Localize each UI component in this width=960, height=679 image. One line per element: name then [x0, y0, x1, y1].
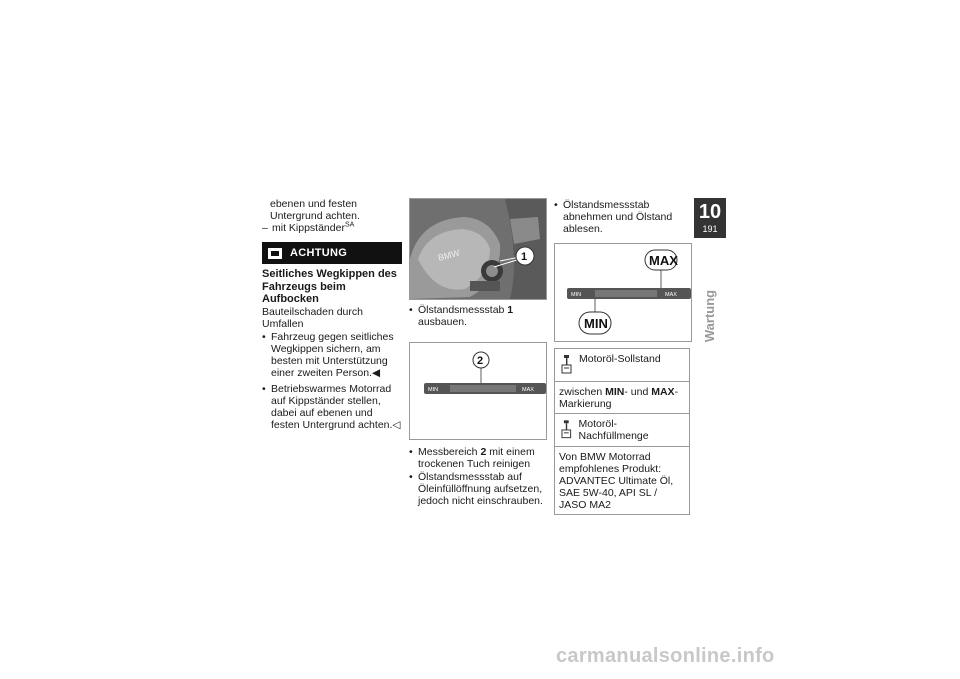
info-box-title: Motoröl-Nachfüllmenge — [578, 418, 649, 442]
info-box-header — [555, 349, 689, 382]
engine-photo — [409, 198, 547, 300]
chapter-label — [700, 290, 720, 350]
sa-superscript: SA — [344, 221, 355, 229]
engine-photo-drawing — [410, 199, 546, 299]
warning-title: Seitliches Wegkippen des Fahrzeugs beim Aufbocken — [262, 268, 397, 305]
dipstick-drawing-2 — [555, 244, 691, 341]
dash-item — [262, 222, 402, 234]
page-number: 191 — [702, 224, 718, 234]
info-box-header — [555, 414, 689, 447]
dip-min-mark: MIN — [428, 387, 439, 393]
column-3 — [554, 198, 690, 515]
oil-can-icon — [561, 418, 573, 440]
step-remove-dipstick: • Ölstandsmessstab 1 ausbauen. — [409, 304, 545, 328]
callout-1: 1 — [521, 251, 528, 263]
bullet-item: • Betriebswarmes Motorrad auf Kippständer stellen, dabei auf ebenen und festen Untergrund achten.◁ — [262, 383, 402, 431]
info-box-body: zwischen MIN- und MAX-Markierung — [559, 386, 679, 410]
oil-can-icon — [561, 353, 573, 375]
dash-item-text: mit Kippständer — [272, 222, 345, 234]
step-insert-dipstick: • Ölstandsmessstab auf Öleinfüllöffnung aufsetzen, jedoch nicht einschrauben. — [409, 471, 545, 507]
dip-max-mark: MAX — [522, 387, 534, 393]
warning-subtitle: Bauteilschaden durch Umfallen — [262, 305, 363, 330]
column-1 — [262, 198, 402, 431]
dipstick-diagram-2 — [554, 243, 692, 342]
step-clean-dipstick: • Messbereich 2 mit einem trockenen Tuch reinigen — [409, 446, 545, 470]
max-callout: MAX — [649, 253, 678, 268]
min-callout: MIN — [584, 316, 608, 331]
warning-label: ACHTUNG — [290, 247, 348, 259]
dip-max-mark: MAX — [665, 292, 677, 298]
chapter-number: 10 — [698, 201, 722, 223]
step-read-level: • Ölstandsmessstab abnehmen und Ölstand ablesen. — [554, 199, 690, 235]
dip-min-mark: MIN — [571, 292, 582, 298]
warning-header — [262, 242, 402, 264]
bullet-item: • Fahrzeug gegen seitliches Wegkippen sichern, am besten mit Unterstützung einer zweiten Person.◀ — [262, 331, 402, 379]
chapter-label-text: Wartung — [702, 289, 717, 343]
column-2 — [409, 198, 545, 507]
info-box-oil-level — [554, 348, 690, 414]
chapter-tab — [694, 198, 726, 238]
intro-text: ebenen und festen Untergrund achten. — [270, 198, 360, 222]
info-box-oil-refill — [554, 414, 690, 515]
info-box-title: Motoröl-Sollstand — [579, 353, 661, 365]
warning-icon — [268, 248, 282, 259]
info-box-body: Von BMW Motorrad empfohlenes Produkt: ADVANTEC Ultimate Öl, SAE 5W-40, API SL / JASO MA2 — [559, 451, 674, 511]
dipstick-drawing-1 — [410, 343, 546, 439]
watermark: carmanualsonline.info — [556, 645, 775, 667]
callout-2: 2 — [477, 355, 484, 367]
bmw-logo-text: BMW — [436, 247, 461, 263]
dipstick-diagram-1 — [409, 342, 547, 440]
